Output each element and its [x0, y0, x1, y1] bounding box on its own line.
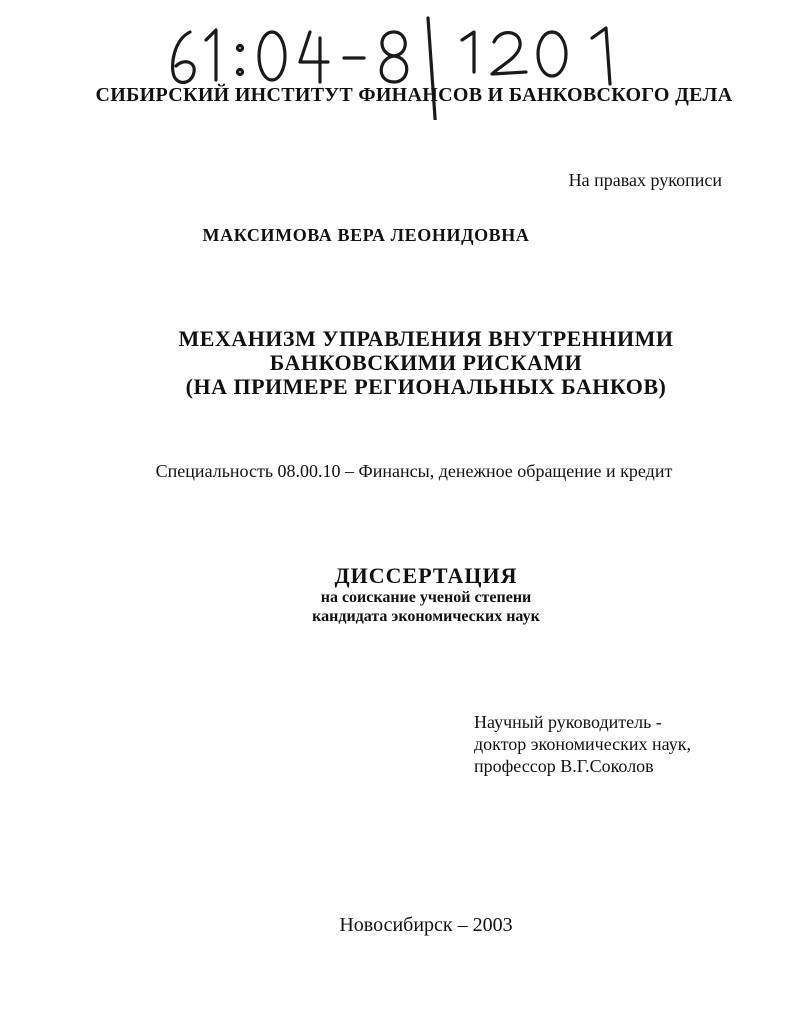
author-name: МАКСИМОВА ВЕРА ЛЕОНИДОВНА: [202, 225, 530, 245]
city-year: Новосибирск – 2003: [339, 914, 513, 936]
degree-line-1: на соискание ученой степени: [320, 589, 532, 606]
supervisor-line-2: доктор экономических наук,: [474, 734, 691, 754]
degree-line-2: кандидата экономических наук: [312, 608, 540, 625]
supervisor-line-1: Научный руководитель -: [474, 712, 662, 732]
supervisor-line-3: профессор В.Г.Соколов: [474, 756, 654, 776]
title-line-2: БАНКОВСКИМИ РИСКАМИ: [269, 350, 583, 375]
supervisor-block: [474, 711, 691, 777]
rights-note: На правах рукописи: [568, 170, 722, 190]
specialty-line: Специальность 08.00.10 – Финансы, денежное обращение и кредит: [155, 461, 673, 481]
dissertation-heading: ДИССЕРТАЦИЯ: [334, 563, 518, 588]
title-line-3: (НА ПРИМЕРЕ РЕГИОНАЛЬНЫХ БАНКОВ): [185, 374, 667, 399]
title-line-1: МЕХАНИЗМ УПРАВЛЕНИЯ ВНУТРЕННИМИ: [178, 326, 674, 351]
institute-name: СИБИРСКИЙ ИНСТИТУТ ФИНАНСОВ И БАНКОВСКОГО ДЕЛА: [95, 84, 733, 106]
